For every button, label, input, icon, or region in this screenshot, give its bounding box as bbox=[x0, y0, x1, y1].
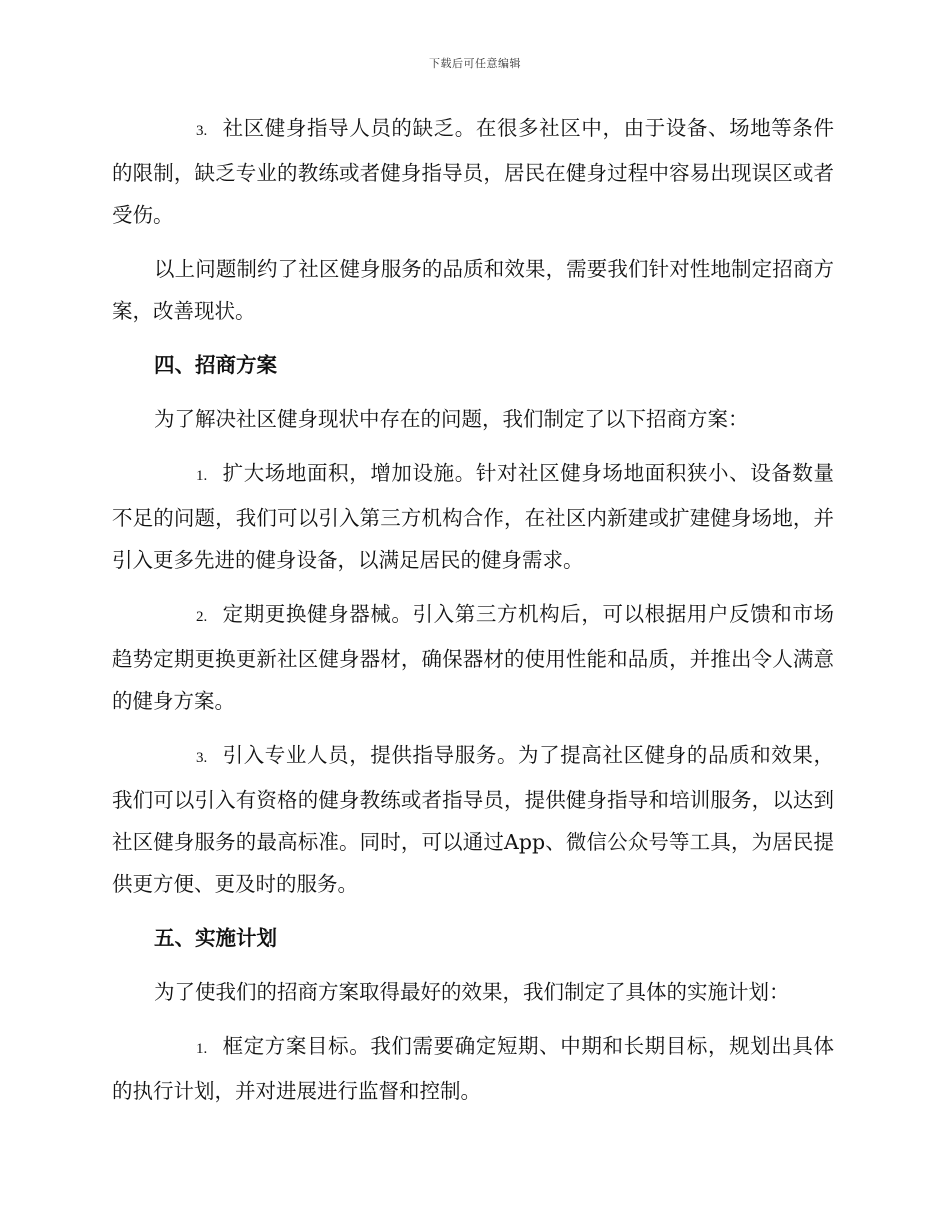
paragraph-item-1-space bbox=[112, 452, 834, 581]
paragraph-text: 为了解决社区健身现状中存在的问题，我们制定了以下招商方案： bbox=[154, 407, 749, 431]
list-number: 3. bbox=[196, 123, 208, 139]
paragraph-text: 为了使我们的招商方案取得最好的效果，我们制定了具体的实施计划： bbox=[154, 980, 790, 1004]
paragraph-text: 以上问题制约了社区健身服务的品质和效果，需要我们针对性地制定招商方案，改善现状。 bbox=[112, 257, 834, 323]
paragraph-implementation-intro bbox=[112, 971, 834, 1013]
section-heading-investment-plan: 四、招商方案 bbox=[154, 353, 277, 377]
paragraph-item-3-professionals bbox=[112, 734, 834, 905]
paragraph-text: 扩大场地面积，增加设施。针对社区健身场地面积狭小、设备数量不足的问题，我们可以引入第三方机构合作，在社区内新建或扩建健身场地，并引入更多先进的健身设备，以满足居民的健身需求。 bbox=[112, 461, 834, 572]
paragraph-item-1-goals bbox=[112, 1025, 834, 1112]
list-number: 2. bbox=[196, 609, 208, 625]
paragraph-item-3-instructors bbox=[112, 107, 834, 236]
list-number: 3. bbox=[196, 750, 208, 766]
document-body bbox=[112, 107, 834, 1124]
list-number: 1. bbox=[196, 1041, 208, 1057]
paragraph-summary bbox=[112, 248, 834, 332]
paragraph-text: 定期更换健身器械。引入第三方机构后，可以根据用户反馈和市场趋势定期更换更新社区健身器材，确保器材的使用性能和品质，并推出令人满意的健身方案。 bbox=[112, 602, 834, 713]
paragraph-item-2-equipment bbox=[112, 593, 834, 722]
paragraph-plan-intro bbox=[112, 398, 834, 440]
section-heading-implementation-plan: 五、实施计划 bbox=[154, 926, 277, 950]
paragraph-text: 社区健身指导人员的缺乏。在很多社区中，由于设备、场地等条件的限制，缺乏专业的教练或者健身指导员，居民在健身过程中容易出现误区或者受伤。 bbox=[112, 116, 834, 227]
list-number: 1. bbox=[196, 468, 208, 484]
paragraph-text: 框定方案目标。我们需要确定短期、中期和长期目标，规划出具体的执行计划，并对进展进行监督和控制。 bbox=[112, 1034, 834, 1103]
paragraph-text: 引入专业人员，提供指导服务。为了提高社区健身的品质和效果，我们可以引入有资格的健身教练或者指导员，提供健身指导和培训服务，以达到社区健身服务的最高标准。同时，可以通过App、微信公众号等工具，为居民提供更方便、更及时的服务。 bbox=[112, 743, 834, 896]
header-note: 下载后可任意编辑 bbox=[429, 57, 521, 70]
